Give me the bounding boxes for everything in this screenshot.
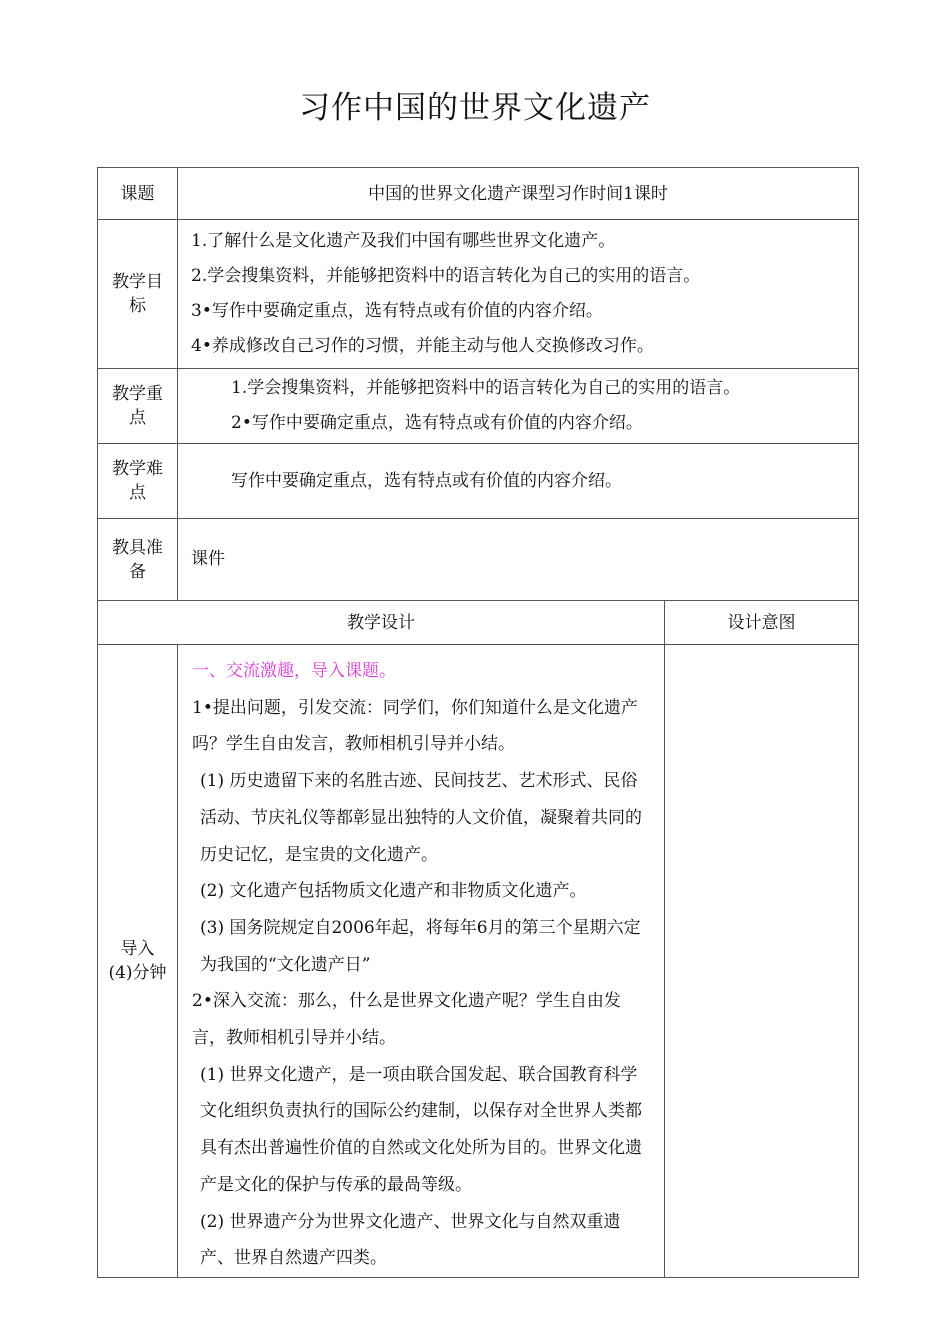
paragraph: 1•提出问题，引发交流：同学们，你们知道什么是文化遗产吗？学生自由发言，教师相机引导并小结。 — [192, 697, 638, 755]
stage-intent — [665, 645, 859, 1278]
tools-value — [178, 519, 859, 601]
design-header-left: 教学设计 — [98, 601, 665, 645]
row-design-header — [98, 601, 859, 645]
goal-item: 1.了解什么是文化遗产及我们中国有哪些世界文化遗产。 — [191, 231, 616, 251]
row-tools — [98, 519, 859, 601]
focus-label — [98, 369, 178, 444]
section-title: 一、交流激趣，导入课题。 — [192, 661, 396, 681]
row-difficulty — [98, 444, 859, 519]
paragraph: (2) 世界遗产分为世界文化遗产、世界文化与自然双重遗产、世界自然遗产四类。 — [200, 1211, 621, 1269]
difficulty-value — [178, 444, 859, 519]
stage-content — [178, 645, 665, 1278]
page-title: 习作中国的世界文化遗产 — [299, 90, 651, 126]
stage-label-line: 导入 — [120, 938, 155, 959]
paragraph: (1) 世界文化遗产，是一项由联合国发起、联合国教育科学文化组织负责执行的国际公约建制，以保存对全世界人类都具有杰出普遍性价值的自然或文化处所为目的。世界文化遗产是文化的保护与传承的最咼等级。 — [200, 1064, 642, 1195]
topic-value: 中国的世界文化遗产课型习作时间1课时 — [178, 168, 859, 220]
focus-label-line: 点 — [129, 408, 146, 428]
focus-list — [178, 369, 859, 444]
tools-label — [98, 519, 178, 601]
goals-label-line: 教学目 — [112, 272, 163, 292]
goals-label — [98, 220, 178, 369]
paragraph: (1) 历史遗留下来的名胜古迹、民间技艺、艺术形式、民俗活动、节庆礼仪等都彰显出独特的人文价值，凝聚着共同的历史记忆，是宝贵的文化遗产。 — [200, 771, 642, 865]
design-header-right: 设计意图 — [665, 601, 859, 645]
lesson-plan-table — [97, 167, 859, 1278]
goal-item: 2.学会搜集资料，并能够把资料中的语言转化为自己的实用的语言。 — [191, 266, 701, 286]
focus-label-line: 教学重 — [112, 384, 163, 404]
paragraph: (2) 文化遗产包括物质文化遗产和非物质文化遗产。 — [200, 881, 587, 902]
goals-list — [178, 220, 859, 369]
row-focus — [98, 369, 859, 444]
paragraph: 2•深入交流：那么，什么是世界文化遗产呢？学生自由发言，教师相机引导并小结。 — [192, 991, 621, 1049]
difficulty-text: 写作中要确定重点，选有特点或有价值的内容介绍。 — [231, 470, 622, 491]
tools-label-line: 备 — [129, 561, 146, 582]
goal-item: 4•养成修改自己习作的习惯，并能主动与他人交换修改习作。 — [191, 336, 654, 356]
focus-item: 1.学会搜集资料，并能够把资料中的语言转化为自己的实用的语言。 — [231, 378, 741, 398]
difficulty-label-line: 点 — [129, 483, 146, 503]
focus-item: 2•写作中要确定重点，选有特点或有价值的内容介绍。 — [231, 413, 643, 433]
row-goals — [98, 220, 859, 369]
stage-label-line: (4)分钟 — [108, 962, 167, 983]
tools-label-line: 教具准 — [112, 537, 163, 558]
difficulty-label — [98, 444, 178, 519]
row-stage-intro — [98, 645, 859, 1278]
row-topic — [98, 168, 859, 220]
topic-label: 课题 — [98, 168, 178, 220]
goals-label-line: 标 — [129, 296, 146, 316]
stage-label — [98, 645, 178, 1278]
tools-text: 课件 — [191, 549, 225, 569]
paragraph: (3) 国务院规定自2006年起，将每年6月的第三个星期六定为我国的“文化遗产日” — [200, 917, 641, 975]
goal-item: 3•写作中要确定重点，选有特点或有价值的内容介绍。 — [191, 301, 603, 321]
difficulty-label-line: 教学难 — [112, 459, 163, 479]
